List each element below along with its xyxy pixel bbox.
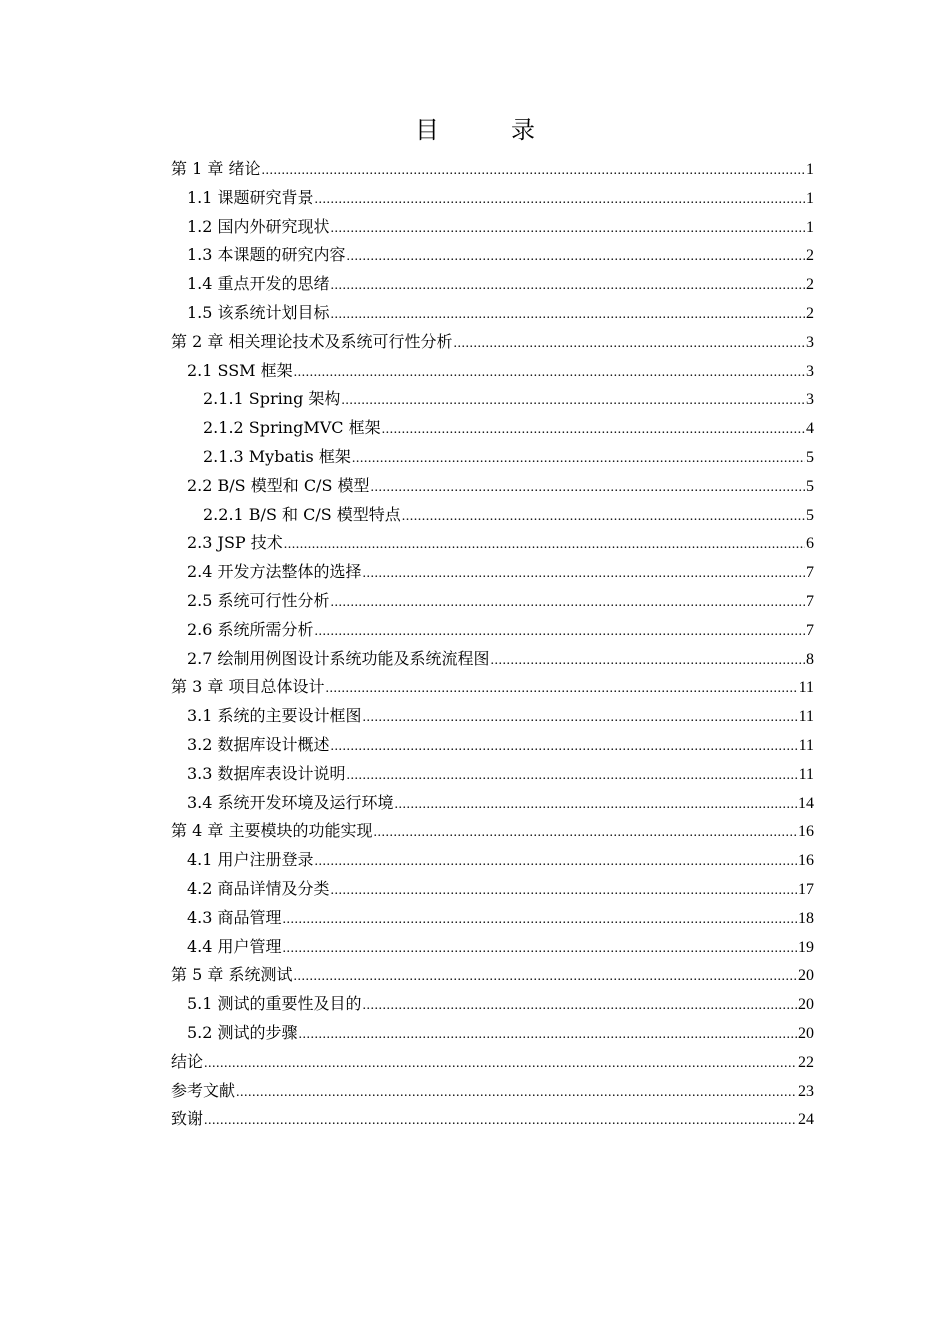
toc-entry-title: 3.1 系统的主要设计框图	[187, 706, 362, 726]
toc-entry[interactable]	[171, 645, 814, 674]
toc-entry-page-number: 20	[798, 1024, 814, 1042]
toc-entry-title: 第 3 章 项目总体设计	[171, 677, 325, 697]
toc-entry-page-number: 6	[806, 535, 814, 553]
toc-dot-leader	[299, 1021, 797, 1050]
toc-entry-page-number: 1	[806, 189, 814, 207]
toc-dot-leader	[331, 733, 798, 762]
toc-entry[interactable]	[171, 789, 814, 818]
toc-entry-title: 2.3 JSP 技术	[187, 533, 283, 553]
toc-entry-page-number: 1	[806, 161, 814, 178]
toc-entry-title: 4.3 商品管理	[187, 907, 282, 927]
toc-entry-page-number: 18	[798, 909, 814, 927]
toc-dot-leader	[315, 618, 805, 647]
toc-dot-leader	[293, 963, 797, 992]
toc-entry[interactable]	[171, 904, 814, 933]
toc-entry-page-number: 2	[806, 276, 814, 294]
toc-entry-title: 第 2 章 相关理论技术及系统可行性分析	[171, 331, 453, 351]
toc-entry[interactable]	[171, 357, 814, 386]
toc-entry-title: 3.3 数据库表设计说明	[187, 763, 346, 783]
toc-entry-title: 3.2 数据库设计概述	[187, 734, 330, 754]
toc-dot-leader	[331, 272, 805, 301]
toc-entry-title: 2.5 系统可行性分析	[187, 590, 330, 610]
toc-entry[interactable]	[171, 990, 814, 1019]
page-title: 目 录	[415, 116, 559, 144]
toc-entry-page-number: 7	[806, 592, 814, 610]
toc-entry-title: 2.1.3 Mybatis 框架	[203, 446, 351, 466]
toc-entry[interactable]	[171, 1077, 814, 1106]
toc-entry-page-number: 14	[798, 794, 814, 812]
toc-dot-leader	[363, 560, 805, 589]
toc-entry-page-number: 7	[806, 564, 814, 582]
toc-entry-page-number: 19	[798, 938, 814, 956]
toc-dot-leader	[283, 935, 797, 964]
toc-entry-page-number: 11	[798, 765, 814, 783]
toc-entry-page-number: 2	[806, 304, 814, 322]
toc-dot-leader	[373, 819, 797, 848]
toc-dot-leader	[204, 1050, 797, 1079]
toc-entry-page-number: 20	[798, 996, 814, 1014]
toc-dot-leader	[294, 359, 805, 388]
toc-dot-leader	[453, 330, 805, 359]
toc-entry-page-number: 2	[806, 247, 814, 265]
toc-entry[interactable]	[171, 1019, 814, 1048]
toc-entry-title: 1.2 国内外研究现状	[187, 216, 330, 236]
toc-entry[interactable]	[171, 760, 814, 789]
toc-dot-leader	[347, 243, 805, 272]
toc-dot-leader	[382, 416, 805, 445]
toc-dot-leader	[371, 474, 806, 503]
toc-entry-title: 1.4 重点开发的思绪	[187, 274, 330, 294]
toc-entry[interactable]	[171, 529, 814, 558]
toc-entry-page-number: 16	[798, 852, 814, 870]
toc-entry[interactable]	[171, 817, 814, 846]
toc-entry-page-number: 4	[806, 420, 814, 438]
toc-entry-page-number: 11	[798, 736, 814, 754]
toc-dot-leader	[341, 387, 805, 416]
toc-entry[interactable]	[171, 933, 814, 962]
toc-entry[interactable]	[171, 385, 814, 414]
toc-entry[interactable]	[171, 184, 814, 213]
toc-entry-page-number: 7	[806, 621, 814, 639]
toc-entry[interactable]	[171, 501, 814, 530]
toc-entry-title: 2.4 开发方法整体的选择	[187, 562, 362, 582]
toc-dot-leader	[363, 992, 797, 1021]
toc-entry-title: 结论	[171, 1051, 204, 1071]
toc-entry[interactable]	[171, 270, 814, 299]
toc-entry[interactable]	[171, 961, 814, 990]
toc-entry-page-number: 5	[806, 506, 814, 524]
table-of-contents	[171, 155, 814, 1134]
toc-entry-title: 第 1 章 绪论	[171, 159, 261, 178]
toc-entry-page-number: 1	[806, 218, 814, 236]
toc-dot-leader	[315, 848, 797, 877]
toc-entry-title: 4.1 用户注册登录	[187, 850, 314, 870]
toc-entry-page-number: 16	[798, 823, 814, 841]
toc-entry[interactable]	[171, 587, 814, 616]
toc-dot-leader	[363, 704, 798, 733]
toc-entry-page-number: 5	[806, 448, 814, 466]
toc-dot-leader	[347, 762, 798, 791]
toc-entry-page-number: 3	[806, 333, 814, 351]
toc-dot-leader	[402, 503, 805, 532]
toc-dot-leader	[331, 301, 805, 330]
toc-entry-page-number: 24	[798, 1111, 814, 1129]
toc-entry[interactable]	[171, 1105, 814, 1134]
toc-entry[interactable]	[171, 731, 814, 760]
toc-entry-title: 5.1 测试的重要性及目的	[187, 994, 362, 1014]
toc-dot-leader	[491, 647, 805, 676]
toc-entry-title: 第 5 章 系统测试	[171, 965, 293, 985]
toc-entry-page-number: 11	[798, 679, 814, 697]
toc-entry-title: 1.3 本课题的研究内容	[187, 245, 346, 265]
toc-entry-title: 4.2 商品详情及分类	[187, 878, 330, 898]
toc-entry[interactable]	[171, 299, 814, 328]
toc-dot-leader	[331, 589, 805, 618]
toc-entry[interactable]	[171, 328, 814, 357]
toc-entry[interactable]	[171, 241, 814, 270]
toc-entry-title: 2.6 系统所需分析	[187, 619, 314, 639]
toc-entry[interactable]	[171, 213, 814, 242]
toc-entry[interactable]	[171, 702, 814, 731]
toc-entry-title: 致谢	[171, 1109, 204, 1129]
toc-entry-page-number: 20	[798, 967, 814, 985]
toc-entry[interactable]	[171, 155, 814, 184]
toc-entry[interactable]	[171, 875, 814, 904]
toc-entry-title: 2.7 绘制用例图设计系统功能及系统流程图	[187, 648, 490, 668]
toc-entry-page-number: 11	[798, 708, 814, 726]
toc-dot-leader	[236, 1079, 797, 1108]
toc-entry-page-number: 17	[798, 880, 814, 898]
toc-dot-leader	[284, 531, 805, 560]
toc-entry-title: 5.2 测试的步骤	[187, 1022, 298, 1042]
toc-entry-title: 2.2 B/S 模型和 C/S 模型	[187, 475, 370, 495]
toc-dot-leader	[315, 186, 805, 215]
toc-entry-page-number: 23	[798, 1082, 814, 1100]
toc-entry-title: 3.4 系统开发环境及运行环境	[187, 792, 394, 812]
toc-entry-title: 1.1 课题研究背景	[187, 187, 314, 207]
toc-entry-title: 2.1 SSM 框架	[187, 360, 293, 380]
toc-entry[interactable]	[171, 616, 814, 645]
toc-dot-leader	[261, 157, 805, 186]
toc-entry[interactable]	[171, 414, 814, 443]
toc-entry-page-number: 22	[798, 1053, 814, 1071]
toc-entry[interactable]	[171, 846, 814, 875]
toc-dot-leader	[352, 445, 805, 474]
toc-entry-title: 4.4 用户管理	[187, 936, 282, 956]
toc-entry[interactable]	[171, 558, 814, 587]
toc-entry-page-number: 5	[806, 477, 814, 495]
toc-dot-leader	[395, 791, 797, 820]
toc-entry[interactable]	[171, 673, 814, 702]
toc-entry-title: 2.1.1 Spring 架构	[203, 389, 341, 409]
toc-dot-leader	[283, 906, 797, 935]
toc-dot-leader	[325, 675, 797, 704]
toc-dot-leader	[204, 1107, 797, 1136]
toc-dot-leader	[331, 215, 805, 244]
toc-dot-leader	[331, 877, 797, 906]
toc-entry-page-number: 3	[806, 391, 814, 409]
toc-entry-title: 2.2.1 B/S 和 C/S 模型特点	[203, 504, 401, 524]
toc-entry-title: 2.1.2 SpringMVC 框架	[203, 418, 381, 438]
toc-entry[interactable]	[171, 1048, 814, 1077]
toc-entry-title: 第 4 章 主要模块的功能实现	[171, 821, 373, 841]
toc-entry-page-number: 8	[806, 650, 814, 668]
toc-entry-title: 1.5 该系统计划目标	[187, 302, 330, 322]
toc-entry[interactable]	[171, 443, 814, 472]
toc-entry-title: 参考文献	[171, 1080, 236, 1100]
toc-entry-page-number: 3	[806, 362, 814, 380]
toc-entry[interactable]	[171, 472, 814, 501]
